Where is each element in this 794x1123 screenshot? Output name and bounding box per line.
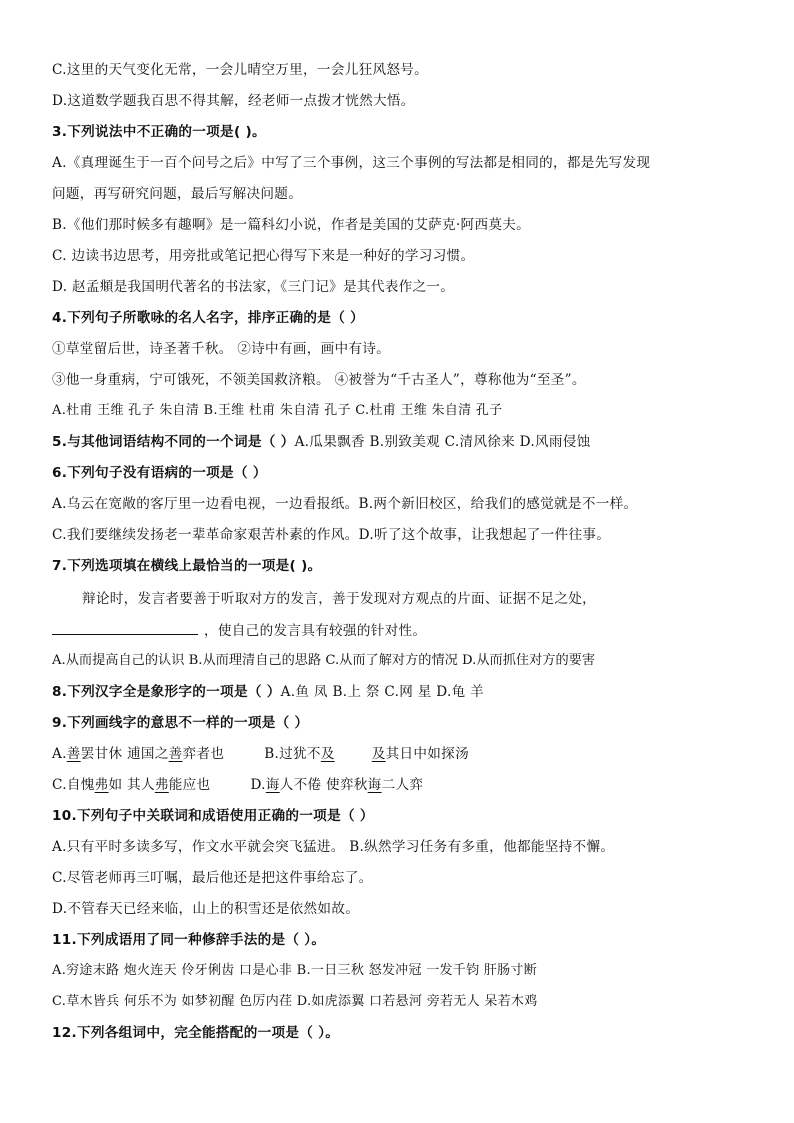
q9-a-underlined-2: 善 (168, 746, 183, 762)
q2-option-c: C.这里的天气变化无常，一会儿晴空万里，一会儿狂风怒号。 (52, 62, 429, 78)
question-5-line (52, 432, 754, 452)
q9-a-text-2: 弈者也 (182, 746, 225, 762)
q9-a-underlined-1: 善 (66, 746, 81, 762)
q9-d-text-1: 人不倦 使弈秋 (279, 777, 368, 793)
question-5: 5.与其他词语结构不同的一个词是（ ） (52, 434, 295, 450)
q9-a-text-1: 罢甘休 逋国之 (80, 746, 169, 762)
q6-options-cd: C.我们要继续发扬老一辈革命家艰苦朴素的作风。D.听了这个故事，让我想起了一件往事。 (52, 527, 611, 543)
q9-c-underlined-1: 弗 (94, 777, 109, 793)
q3-option-a-cont: 问题，再写研究问题，最后写解决问题。 (52, 186, 303, 202)
q11-options-cd: C.草木皆兵 何乐不为 如梦初醒 色厉内荏 D.如虎添翼 口若悬河 旁若无人 呆若木鸡 (52, 994, 538, 1009)
q9-b-prefix: B.过犹不 (264, 746, 321, 762)
q6-options-ab: A.乌云在宽敞的客厅里一边看电视，一边看报纸。B.两个新旧校区，给我们的感觉就是不一样。 (52, 496, 638, 512)
q11-options-ab: A.穷途末路 炮火连天 伶牙俐齿 口是心非 B.一日三秋 怒发冲冠 一发千钧 肝肠寸断 (52, 963, 538, 978)
q3-option-b: B.《他们那时候多有趣啊》是一篇科幻小说，作者是美国的艾萨克·阿西莫夫。 (52, 217, 531, 233)
question-12: 12.下列各组词中，完全能搭配的一项是（ ）。 (52, 1025, 340, 1041)
question-9: 9.下列画线字的意思不一样的一项是（ ） (52, 715, 309, 731)
q10-option-c: C.尽管老师再三叮嘱，最后他还是把这件事给忘了。 (52, 870, 373, 886)
q9-c-text-1: 如 其人 (108, 777, 155, 793)
q7-passage-cont: ，使自己的发言具有较强的针对性。 (204, 623, 427, 639)
question-7: 7.下列选项填在横线上最恰当的一项是( )。 (52, 558, 322, 574)
q7-passage-blank-line (52, 620, 754, 641)
q4-item-1-2: ①草堂留后世，诗圣著千秋。 ②诗中有画，画中有诗。 (52, 341, 391, 357)
q9-d-underlined-2: 诲 (367, 777, 382, 793)
q7-passage: 辩论时，发言者要善于听取对方的发言，善于发现对方观点的片面、证据不足之处， (82, 591, 597, 607)
q4-options: A.杜甫 王维 孔子 朱自清 B.王维 杜甫 朱自清 孔子 C.杜甫 王维 朱自清 孔子 (52, 403, 503, 418)
q9-c-text-2: 能应也 (168, 777, 211, 793)
q9-b-underlined-1: 及 (320, 746, 335, 762)
q9-d-prefix: D. (250, 777, 266, 793)
question-6: 6.下列句子没有语病的一项是（ ） (52, 465, 267, 481)
q8-options: A.鱼 凤 B.上 祭 C.网 星 D.龟 羊 (280, 684, 484, 700)
q2-option-d: D.这道数学题我百思不得其解，经老师一点拨才恍然大悟。 (52, 93, 415, 109)
q5-options: A.瓜果飘香 B.别致美观 C.清风徐来 D.风雨侵蚀 (294, 434, 591, 450)
q4-item-3-4: ③他一身重病，宁可饿死，不领美国救济粮。 ④被誉为“千古圣人”，尊称他为“至圣”。 (52, 372, 586, 388)
q9-c-underlined-2: 弗 (154, 777, 169, 793)
q9-b-gap (335, 746, 372, 762)
q10-options-ab: A.只有平时多读多写，作文水平就会突飞猛进。 B.纵然学习任务有多重，他都能坚持不懈。 (52, 839, 615, 855)
q9-b-underlined-2: 及 (371, 746, 386, 762)
q10-option-d: D.不管春天已经来临，山上的积雪还是依然如故。 (52, 901, 360, 917)
q7-options: A.从而提高自己的认识 B.从而理清自己的思路 C.从而了解对方的情况 D.从而抓住对方的要害 (52, 653, 596, 668)
q9-a-prefix: A. (52, 746, 67, 762)
q9-c-prefix: C.自愧 (52, 777, 95, 793)
answer-blank (52, 620, 198, 635)
question-8: 8.下列汉字全是象形字的一项是（ ） (52, 684, 281, 700)
question-3: 3.下列说法中不正确的一项是( )。 (52, 124, 266, 140)
question-11: 11.下列成语用了同一种修辞手法的是（ ）。 (52, 932, 326, 948)
q3-option-a: A.《真理诞生于一百个问号之后》中写了三个事例，这三个事例的写法都是相同的，都是先写发现 (52, 155, 651, 171)
q3-option-c: C. 边读书边思考，用旁批或笔记把心得写下来是一种好的学习习惯。 (52, 248, 475, 264)
question-8-line (52, 682, 754, 702)
q9-d-text-2: 二人弈 (381, 777, 424, 793)
q9-options-cd (52, 775, 754, 795)
question-4: 4.下列句子所歌咏的名人名字，排序正确的是（ ） (52, 310, 365, 326)
q9-b-text: 其日中如探汤 (385, 746, 469, 762)
question-10: 10.下列句子中关联词和成语使用正确的一项是（ ） (52, 808, 374, 824)
q3-option-d: D. 赵孟頫是我国明代著名的书法家，《三门记》是其代表作之一。 (52, 279, 455, 295)
q9-options-ab (52, 744, 754, 764)
q9-d-underlined-1: 诲 (265, 777, 280, 793)
